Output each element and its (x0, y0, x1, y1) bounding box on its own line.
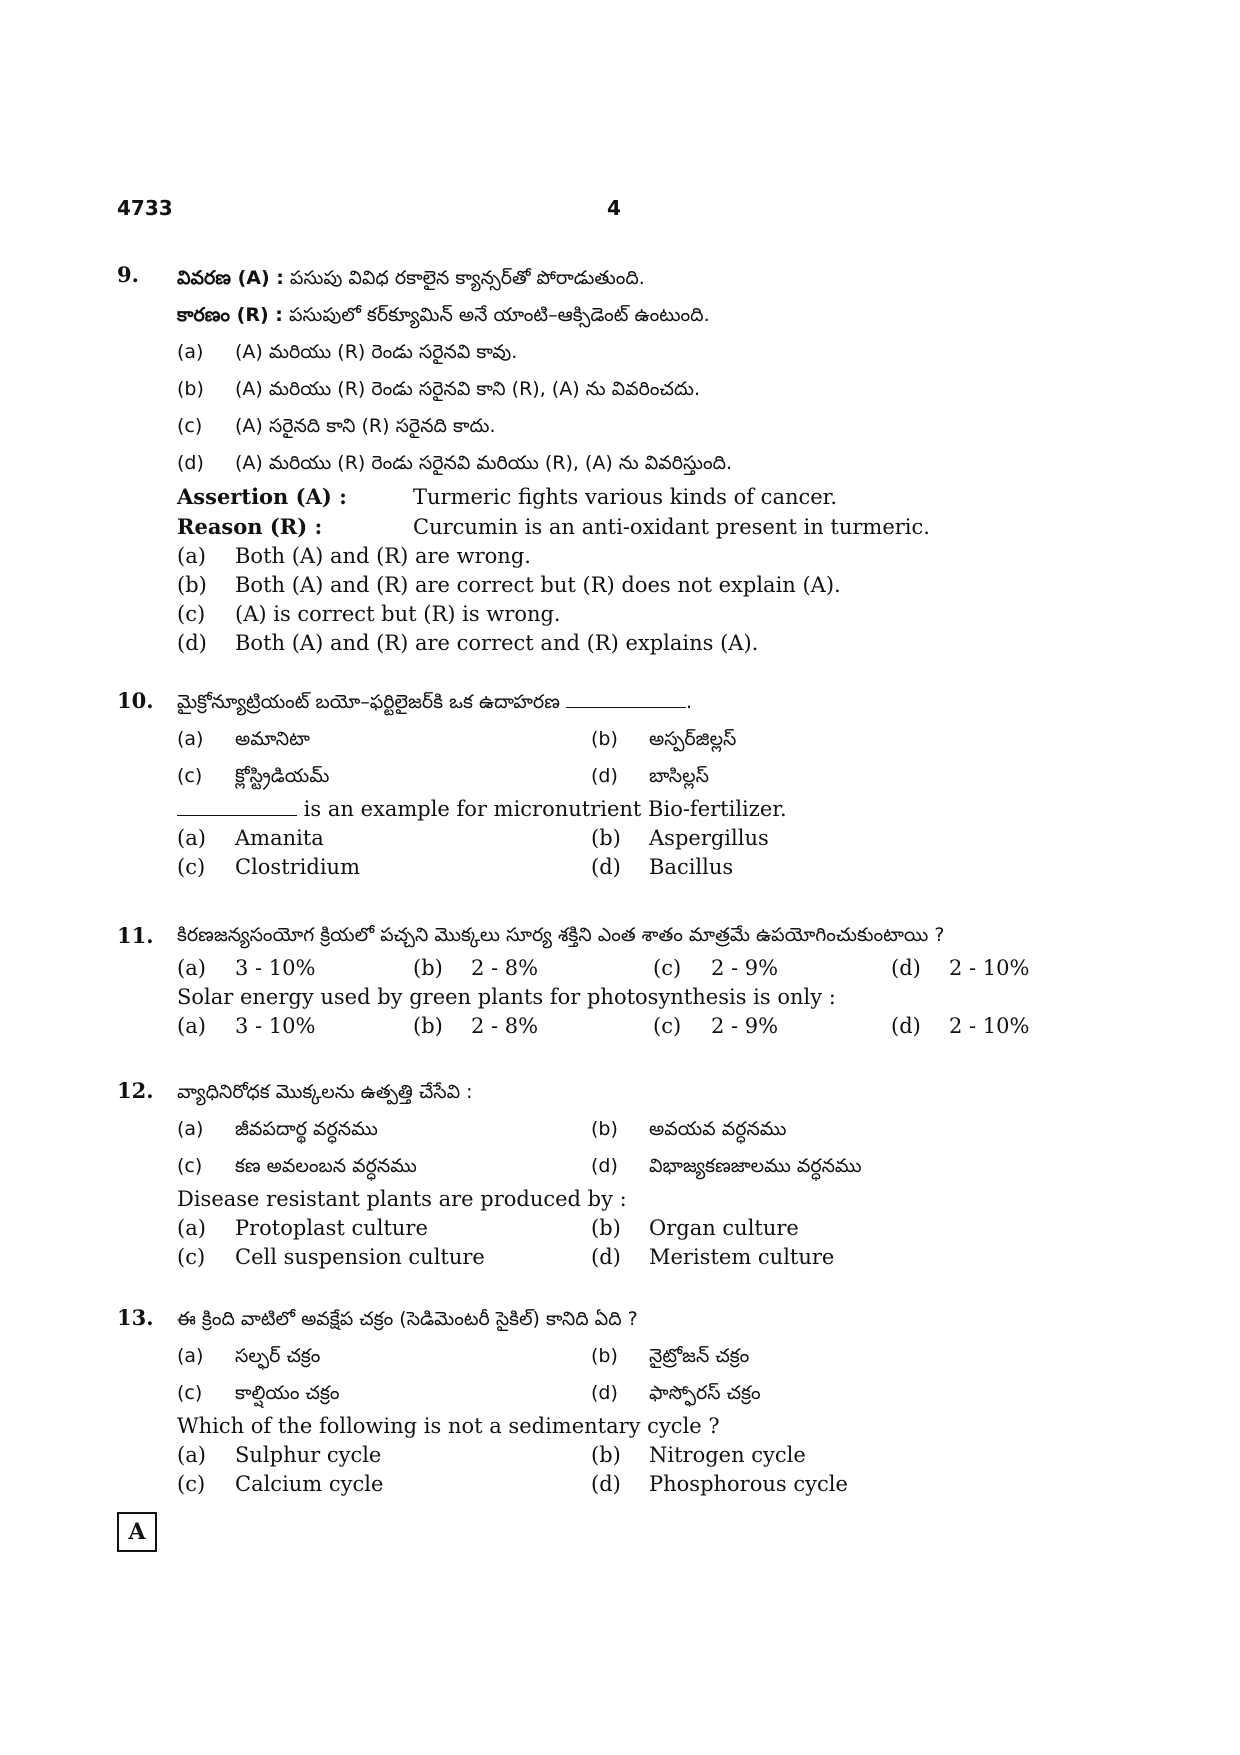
option-text: (A) is correct but (R) is wrong. (235, 602, 561, 626)
question-number: 11. (117, 923, 154, 948)
question-number: 9. (117, 262, 139, 287)
en-option-d (177, 629, 1127, 658)
option-text: 2 - 9% (711, 1014, 779, 1038)
option-label: (c) (177, 1245, 206, 1269)
option-label: (a) (177, 544, 206, 568)
option-text: Both (A) and (R) are correct but (R) does not explain (A). (235, 573, 841, 597)
en-options-row-1 (177, 1441, 1127, 1470)
option-text: (A) సరైనది కాని (R) సరైనది కాదు. (235, 415, 496, 437)
te-options-row-2 (177, 758, 1127, 795)
option-label: (d) (591, 1382, 618, 1404)
te-assertion (177, 260, 1127, 297)
en-assertion (177, 482, 1127, 512)
option-text: Organ culture (649, 1216, 799, 1240)
option-label: (d) (591, 855, 621, 879)
paper-code: 4733 (117, 196, 173, 220)
option-label: (d) (591, 1155, 618, 1177)
en-options-row-1 (177, 824, 1127, 853)
option-label: (c) (177, 855, 206, 879)
question-number: 12. (117, 1078, 154, 1103)
en-options-row-1 (177, 1214, 1127, 1243)
option-label: (c) (653, 956, 682, 980)
option-label: (b) (591, 728, 618, 750)
question-tail: . (685, 691, 692, 713)
option-label: (b) (177, 573, 207, 597)
option-label: (a) (177, 1216, 206, 1240)
option-label: (d) (591, 1472, 621, 1496)
option-text: (A) మరియు (R) రెండు సరైనవి కావు. (235, 341, 518, 363)
option-text: సల్ఫర్ చక్రం (235, 1345, 321, 1367)
question-number: 10. (117, 688, 154, 713)
option-label: (c) (177, 1382, 203, 1404)
en-reason-label: Reason (R) : (177, 514, 323, 539)
option-label: (c) (177, 765, 203, 787)
option-text: Meristem culture (649, 1245, 835, 1269)
option-text: Clostridium (235, 855, 360, 879)
en-assertion-label: Assertion (A) : (177, 484, 347, 509)
option-label: (a) (177, 826, 206, 850)
en-reason (177, 512, 1127, 542)
te-question: కిరణజన్యసంయోగ క్రియలో పచ్చని మొక్కలు సూర్య శక్తిని ఎంత శాతం మాత్రమే ఉపయోగించుకుంటాయి ? (177, 924, 945, 946)
option-label: (b) (591, 1216, 621, 1240)
te-question: వ్యాధినిరోధక మొక్కలను ఉత్పత్తి చేసేవి : (177, 1081, 473, 1103)
en-question: Solar energy used by green plants for photosynthesis is only : (177, 985, 836, 1009)
option-text: Cell suspension culture (235, 1245, 485, 1269)
question-text: మైక్రోన్యూట్రియంట్ బయో–ఫర్టిలైజర్‌కి ఒక ఉదాహరణ (177, 691, 560, 713)
en-reason-text: Curcumin is an anti-oxidant present in turmeric. (413, 515, 930, 539)
option-text: కణ అవలంబన వర్ధనము (235, 1155, 417, 1177)
en-question (177, 795, 1127, 824)
option-label: (b) (591, 1118, 618, 1140)
option-text: Sulphur cycle (235, 1443, 382, 1467)
option-label: (b) (413, 1014, 443, 1038)
option-text: 2 - 8% (471, 1014, 539, 1038)
option-label: (a) (177, 1443, 206, 1467)
option-text: Protoplast culture (235, 1216, 428, 1240)
option-text: 3 - 10% (235, 956, 316, 980)
option-label: (d) (591, 1245, 621, 1269)
option-text: కాల్షియం చక్రం (235, 1382, 340, 1404)
te-option-b (177, 371, 1127, 408)
option-text: Bacillus (649, 855, 734, 879)
te-options-row (177, 954, 1127, 983)
option-text: Amanita (235, 826, 324, 850)
te-question: ఈ క్రింది వాటిలో అవక్షేప చక్రం (సెడిమెంటరీ సైకిల్) కానిది ఏది ? (177, 1308, 638, 1330)
question-11 (117, 917, 1127, 1041)
option-label: (d) (177, 631, 207, 655)
option-label: (d) (891, 1014, 921, 1038)
option-text: నైట్రోజన్ చక్రం (649, 1345, 750, 1367)
option-label: (c) (177, 602, 206, 626)
option-label: (a) (177, 341, 204, 363)
page-number: 4 (607, 196, 621, 220)
te-option-d (177, 445, 1127, 482)
question-12 (117, 1074, 1127, 1272)
option-label: (c) (653, 1014, 682, 1038)
en-options-row-2 (177, 1243, 1127, 1272)
te-options-row-1 (177, 721, 1127, 758)
option-text: 2 - 9% (711, 956, 779, 980)
answer-blank (566, 689, 686, 708)
te-assertion-label: వివరణ (A) : (177, 267, 284, 289)
set-code-box: A (117, 1512, 157, 1552)
option-text: అమానిటా (235, 728, 310, 750)
te-options-row-2 (177, 1148, 1127, 1185)
option-text: Nitrogen cycle (649, 1443, 806, 1467)
question-number: 13. (117, 1305, 154, 1330)
option-label: (b) (413, 956, 443, 980)
te-reason-label: కారణం (R) : (177, 304, 283, 326)
option-label: (a) (177, 956, 206, 980)
option-text: ఫాస్ఫోరస్ చక్రం (649, 1382, 761, 1404)
option-text: Both (A) and (R) are wrong. (235, 544, 531, 568)
option-text: జీవపదార్థ వర్ధనము (235, 1118, 378, 1140)
en-option-a (177, 542, 1127, 571)
question-9 (117, 260, 1127, 658)
option-text: అవయవ వర్ధనము (649, 1118, 787, 1140)
option-text: Aspergillus (649, 826, 769, 850)
option-label: (a) (177, 1014, 206, 1038)
option-text: 2 - 10% (949, 956, 1030, 980)
option-text: (A) మరియు (R) రెండు సరైనవి కాని (R), (A) ను వివరించదు. (235, 378, 700, 400)
te-assertion-text: పసుపు వివిధ రకాలైన క్యాన్సర్‌తో పోరాడుతుంది. (283, 267, 645, 289)
option-text: 3 - 10% (235, 1014, 316, 1038)
question-text: is an example for micronutrient Bio-fertilizer. (297, 797, 787, 821)
te-option-a (177, 334, 1127, 371)
option-label: (c) (177, 415, 203, 437)
te-reason (177, 297, 1127, 334)
te-question (177, 684, 1127, 721)
option-text: అస్పర్‌జిల్లస్ (649, 728, 737, 750)
option-text: 2 - 8% (471, 956, 539, 980)
option-label: (a) (177, 1118, 204, 1140)
option-text: 2 - 10% (949, 1014, 1030, 1038)
question-13 (117, 1301, 1127, 1499)
option-label: (b) (591, 1345, 618, 1367)
en-assertion-text: Turmeric fights various kinds of cancer. (413, 485, 838, 509)
option-text: (A) మరియు (R) రెండు సరైనవి మరియు (R), (A) ను వివరిస్తుంది. (235, 452, 733, 474)
option-label: (b) (591, 1443, 621, 1467)
te-options-row-1 (177, 1338, 1127, 1375)
option-label: (d) (177, 452, 204, 474)
option-label: (d) (891, 956, 921, 980)
option-label: (c) (177, 1155, 203, 1177)
en-option-c (177, 600, 1127, 629)
option-text: బాసిల్లస్ (649, 765, 709, 787)
answer-blank (177, 797, 297, 816)
en-options-row-2 (177, 853, 1127, 882)
te-option-c (177, 408, 1127, 445)
question-10 (117, 684, 1127, 882)
option-text: Both (A) and (R) are correct and (R) explains (A). (235, 631, 759, 655)
option-text: విభాజ్యకణజాలము వర్ధనము (649, 1155, 862, 1177)
te-reason-text: పసుపులో కర్‌క్యూమిన్ అనే యాంటి–ఆక్సిడెంట్ ఉంటుంది. (282, 304, 710, 326)
option-text: Phosphorous cycle (649, 1472, 848, 1496)
en-question: Which of the following is not a sedimentary cycle ? (177, 1414, 720, 1438)
option-label: (b) (591, 826, 621, 850)
te-options-row-2 (177, 1375, 1127, 1412)
option-label: (a) (177, 1345, 204, 1367)
te-options-row-1 (177, 1111, 1127, 1148)
en-question: Disease resistant plants are produced by : (177, 1187, 627, 1211)
option-label: (a) (177, 728, 204, 750)
option-text: క్లోస్ట్రిడియమ్ (235, 765, 330, 787)
en-options-row (177, 1012, 1127, 1041)
option-text: Calcium cycle (235, 1472, 384, 1496)
option-label: (c) (177, 1472, 206, 1496)
option-label: (b) (177, 378, 204, 400)
option-label: (d) (591, 765, 618, 787)
en-option-b (177, 571, 1127, 600)
en-options-row-2 (177, 1470, 1127, 1499)
